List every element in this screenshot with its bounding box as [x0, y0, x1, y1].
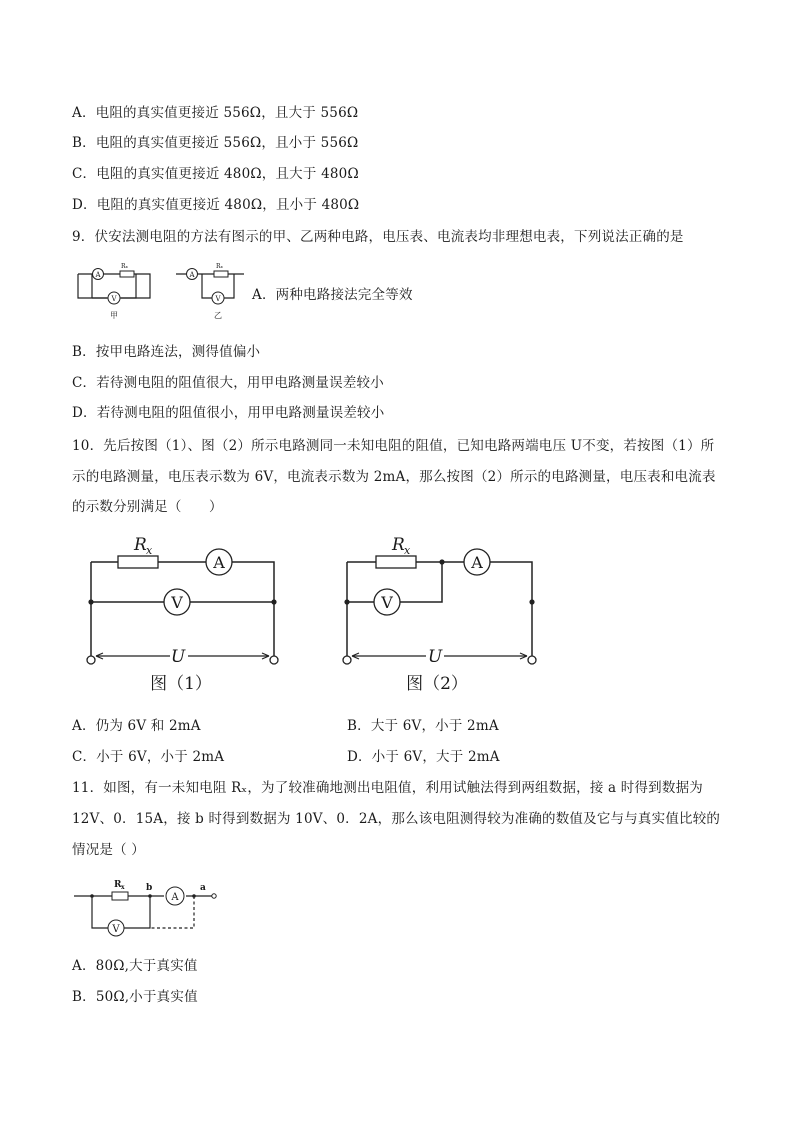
voltmeter-label: V: [215, 295, 221, 303]
q9-option-a: A．两种电路接法完全等效: [252, 287, 413, 303]
ammeter-label: A: [189, 271, 195, 279]
q8-option-d: D．电阻的真实值更接近 480Ω，且小于 480Ω: [72, 197, 360, 213]
terminal-right: [270, 656, 278, 664]
resistor-symbol: [214, 271, 228, 277]
voltmeter-label: V: [381, 593, 393, 612]
terminal-left: [87, 656, 95, 664]
junction-dot: [344, 599, 349, 604]
point-a-label: a: [200, 883, 206, 893]
q11-circuit: [72, 872, 222, 942]
voltmeter-label: V: [171, 593, 183, 612]
q9-circuit-yi: [174, 260, 254, 324]
resistor-symbol: [376, 556, 416, 568]
resistor-label: Rₓ: [216, 263, 224, 270]
q9-option-b: B．按甲电路连法，测得值偏小: [72, 344, 261, 360]
q10-option-c: C．小于 6V，小于 2mA: [72, 749, 225, 765]
q11-stem-line2: 12V、0．15A，接 b 时得到数据为 10V、0．2A，那么该电阻测得较为准确的数值及它与与真实值比较的: [72, 811, 721, 827]
voltage-label: U: [427, 647, 443, 667]
junction-dot: [529, 599, 534, 604]
q10-option-d: D．小于 6V，大于 2mA: [347, 749, 500, 765]
junction-dot: [88, 599, 93, 604]
ammeter-label: A: [171, 892, 179, 903]
q10-stem-line2: 示的电路测量，电压表示数为 6V，电流表示数为 2mA，那么按图（2）所示的电路测量，电压表和电流表: [72, 469, 716, 485]
caption-fig2: 图（2）: [406, 674, 468, 694]
voltmeter-label: V: [112, 924, 120, 935]
resistor-label: R: [392, 535, 405, 555]
junction-dot: [271, 599, 276, 604]
junction-dot: [90, 894, 94, 898]
q9-circuit-jia: [74, 260, 154, 324]
junction-dot: [439, 559, 444, 564]
caption-jia: 甲: [110, 311, 118, 320]
q10-stem-line3: 的示数分别满足（ ）: [72, 499, 223, 515]
q9-option-c: C．若待测电阻的阻值很大，用甲电路测量误差较小: [72, 375, 384, 391]
ammeter-label: A: [213, 553, 225, 572]
ammeter-label: A: [95, 271, 101, 279]
ammeter-label: A: [471, 553, 483, 572]
terminal-right: [212, 894, 216, 898]
q9-option-d: D．若待测电阻的阻值很小，用甲电路测量误差较小: [72, 405, 385, 421]
resistor-subscript: x: [146, 544, 153, 557]
q8-option-b: B．电阻的真实值更接近 556Ω，且小于 556Ω: [72, 135, 359, 151]
terminal-left: [343, 656, 351, 664]
point-b-label: b: [146, 883, 153, 893]
q10-option-a: A．仍为 6V 和 2mA: [72, 718, 201, 734]
resistor-symbol: [120, 271, 134, 277]
resistor-label: Rₓ: [121, 263, 129, 270]
caption-yi: 乙: [214, 311, 222, 320]
q11-option-a: A．80Ω,大于真实值: [72, 958, 198, 974]
q11-stem-line1: 11．如图，有一未知电阻 Rₓ，为了较准确地测出电阻值，利用试触法得到两组数据，接 a 时得到数据为: [72, 780, 703, 796]
junction-dot: [192, 894, 196, 898]
resistor-symbol: [112, 892, 128, 900]
caption-fig1: 图（1）: [150, 674, 212, 694]
q8-option-a: A．电阻的真实值更接近 556Ω，且大于 556Ω: [72, 105, 359, 121]
resistor-label: R: [134, 535, 147, 555]
q11-stem-line3: 情况是（ ）: [72, 842, 145, 858]
resistor-subscript: x: [404, 544, 411, 557]
q9-stem: 9．伏安法测电阻的方法有图示的甲、乙两种电路，电压表、电流表均非理想电表，下列说法正确的是: [72, 229, 684, 245]
voltage-label: U: [170, 647, 186, 667]
q8-option-c: C．电阻的真实值更接近 480Ω，且大于 480Ω: [72, 166, 359, 182]
q11-option-b: B．50Ω,小于真实值: [72, 989, 198, 1005]
q10-circuit-fig1: [84, 530, 289, 700]
junction-dot: [148, 894, 152, 898]
voltmeter-label: V: [111, 295, 117, 303]
q10-stem-line1: 10．先后按图（1）、图（2）所示电路测同一未知电阻的阻值，已知电路两端电压 U不变，若按图（1）所: [72, 438, 715, 454]
q10-circuit-fig2: [340, 530, 545, 700]
q10-option-b: B．大于 6V，小于 2mA: [347, 718, 499, 734]
resistor-label: R: [114, 880, 122, 890]
terminal-right: [528, 656, 536, 664]
resistor-symbol: [118, 556, 158, 568]
resistor-subscript: x: [121, 884, 125, 891]
